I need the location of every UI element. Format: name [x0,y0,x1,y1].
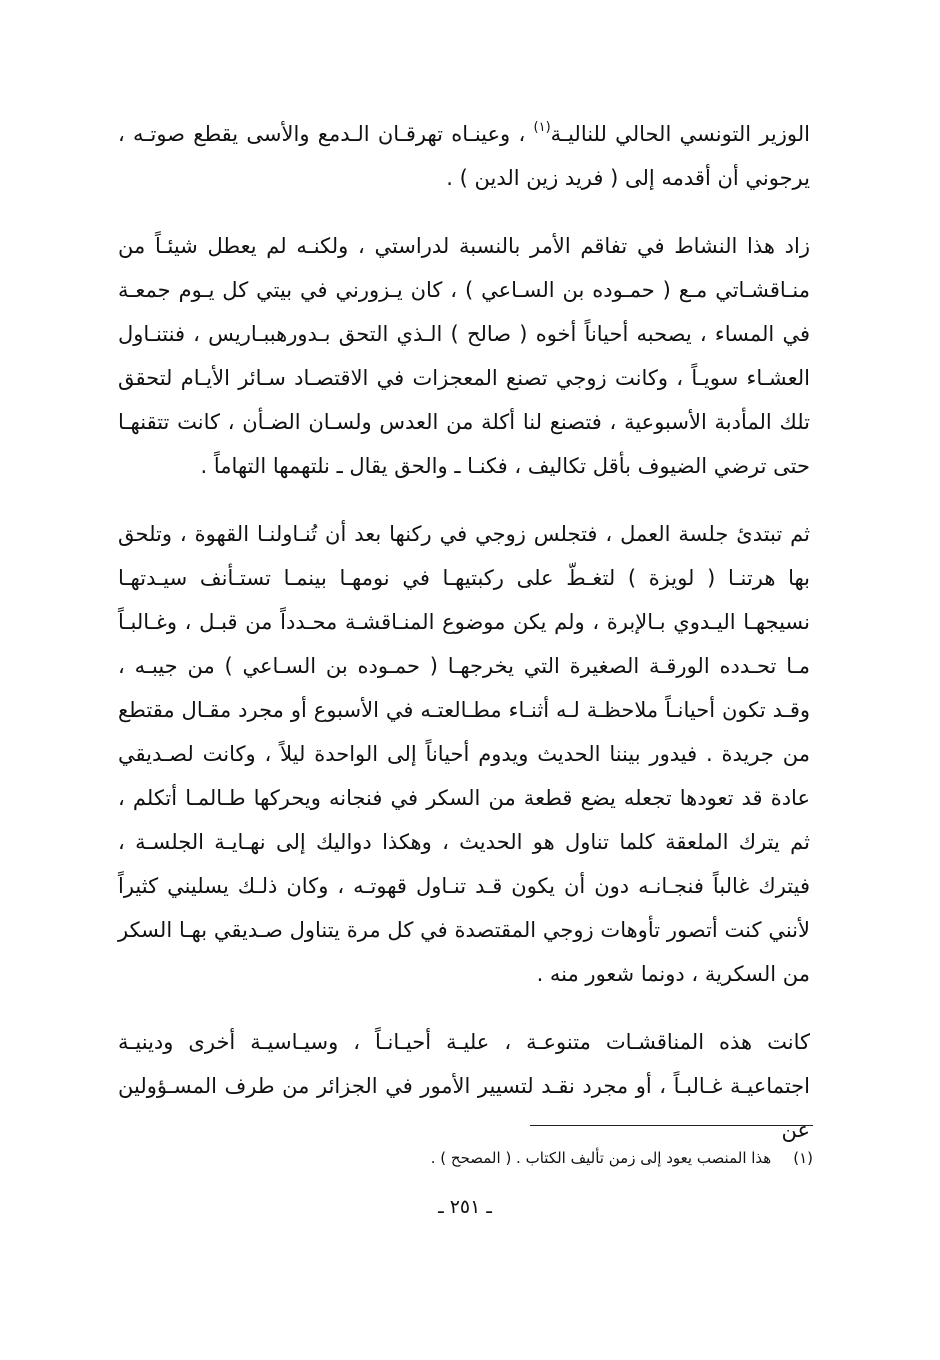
body-text [118,112,810,1152]
paragraph-1-text-end: ، وعينـاه تهرقـان الـدمع والأسى يقطع صوتـه ، يرجوني أن أقدمه إلى ( فريد زين الدين ) . [118,122,810,190]
footnote-reference: (١) [533,120,551,135]
footnote-separator [530,1125,813,1126]
footnote-text: هذا المنصب يعود إلى زمن تأليف الكتاب . ( المصحح ) . [430,1149,772,1167]
page-number: ـ ٢٥١ ـ [438,1196,492,1218]
paragraph-1-text-start: الوزير التونسي الحالي للناليـة [550,122,810,146]
paragraph-1 [118,112,810,200]
paragraph-3: ثم تبتدئ جلسة العمل ، فتجلس زوجي في ركنها بعد أن تُنـاولنـا القهوة ، وتلحق بها هرتنـا ( لويزة ) لتغـطّ على ركبتيهـا في نومهـا بينمـا تستـأنف سيـدتهـا نسيجهـا اليـدوي بـالإبرة ، ولم يكن موضوع المنـاقشـة محـدداً من قبـل ، وغـالبـاً مـا تحـدده الورقـة الصغيرة التي يخرجهـا ( حمـوده بن السـاعي ) من جيبـه ، وقـد تكون أحيانـاً ملاحظـة لـه أثنـاء مطـالعتـه في الأسبوع أو مجرد مقـال مقتطع من جريدة . فيدور بيننا الحديث ويدوم أحياناً إلى الواحدة ليلاً ، وكانت لصـديقي عادة قد تعودها تجعله يضع قطعة من السكر في فنجانه ويحركها طـالمـا أتكلم ، ثم يترك الملعقة كلما تناول هو الحديث ، وهكذا دواليك إلى نهـايـة الجلسـة ، فيترك غالباً فنجـانـه دون أن يكون قـد تنـاول قهوتـه ، وكان ذلـك يسليني كثيراً لأنني كنت أتصور تأوهات زوجي المقتصدة في كل مرة يتناول صـديقي بهـا السكر من السكرية ، دونما شعور منه . [118,522,810,986]
paragraph-2: زاد هذا النشاط في تفاقم الأمر بالنسبة لدراستي ، ولكنـه لم يعطل شيئـاً من منـاقشـاتي مـع ( حمـوده بن السـاعي ) ، كان يـزورني في بيتي كل يـوم جمعـة في المساء ، يصحبه أحياناً أخوه ( صالح ) الـذي التحق بـدورهببـاريس ، فنتنـاول العشـاء سويـاً ، وكانت زوجي تصنع المعجزات في الاقتصـاد سـائر الأيـام لتحقق تلك المأدبة الأسبوعية ، فتصنع لنا أكلة من العدس ولسـان الضـأن ، كانت تتقنهـا حتى ترضي الضيوف بأقل تكاليف ، فكنـا ـ والحق يقال ـ نلتهمها التهاماً . [118,234,810,478]
paragraph-4: كانت هذه المناقشـات متنوعـة ، عليـة أحيـانـاً ، وسيـاسيـة أخرى ودينيـة اجتماعيـة غـالبـاً ، أو مجرد نقـد لتسيير الأمور في الجزائر من طرف المسـؤولين عن [118,1030,810,1142]
footnote [300,1146,813,1170]
footnote-number: (١) [793,1149,813,1167]
